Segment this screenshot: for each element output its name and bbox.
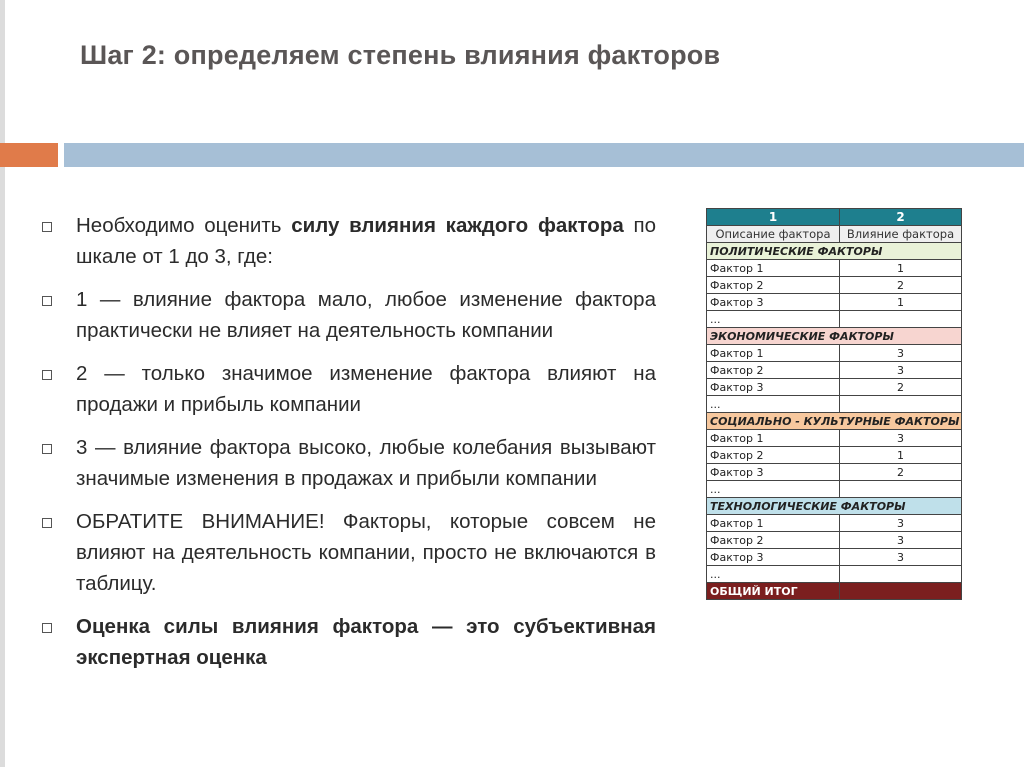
square-bullet-icon — [42, 444, 52, 454]
table-row — [707, 566, 962, 583]
group-name: СОЦИАЛЬНО - КУЛЬТУРНЫЕ ФАКТОРЫ — [707, 413, 962, 430]
factor-name: ... — [707, 311, 840, 328]
column-header: Влияние фактора — [840, 226, 962, 243]
column-number: 2 — [840, 209, 962, 226]
table-row — [707, 260, 962, 277]
table-row — [707, 396, 962, 413]
group-name: ЭКОНОМИЧЕСКИЕ ФАКТОРЫ — [707, 328, 962, 345]
factor-impact: 2 — [840, 277, 962, 294]
column-header-row — [707, 226, 962, 243]
factor-impact: 1 — [840, 447, 962, 464]
factor-name: ... — [707, 481, 840, 498]
table-row — [707, 294, 962, 311]
square-bullet-icon — [42, 370, 52, 380]
factor-impact: 3 — [840, 515, 962, 532]
factor-impact: 3 — [840, 532, 962, 549]
factor-name: Фактор 2 — [707, 277, 840, 294]
factor-name: Фактор 3 — [707, 379, 840, 396]
square-bullet-icon — [42, 518, 52, 528]
square-bullet-icon — [42, 296, 52, 306]
factor-name: Фактор 2 — [707, 532, 840, 549]
factor-name: Фактор 3 — [707, 464, 840, 481]
factor-name: ... — [707, 396, 840, 413]
factor-name: Фактор 3 — [707, 549, 840, 566]
factor-name: Фактор 1 — [707, 345, 840, 362]
table-row — [707, 379, 962, 396]
factor-impact: 3 — [840, 362, 962, 379]
factors-table-container — [706, 208, 961, 600]
factors-table — [706, 208, 962, 600]
bullet-text-bold: Оценка силы влияния фактора — это субъективная экспертная оценка — [76, 615, 656, 669]
column-header: Описание фактора — [707, 226, 840, 243]
bullet-item — [40, 284, 656, 346]
bullet-item — [40, 506, 656, 599]
bullet-text: по шкале от 1 до 3, где: — [76, 214, 657, 268]
column-number: 1 — [707, 209, 840, 226]
table-row — [707, 345, 962, 362]
factor-impact: 2 — [840, 379, 962, 396]
table-row — [707, 481, 962, 498]
group-name: ТЕХНОЛОГИЧЕСКИЕ ФАКТОРЫ — [707, 498, 962, 515]
total-label: ОБЩИЙ ИТОГ — [707, 583, 840, 600]
factor-name: Фактор 2 — [707, 447, 840, 464]
left-edge-rule — [0, 0, 5, 767]
total-row — [707, 583, 962, 600]
factor-impact: 3 — [840, 549, 962, 566]
group-name: ПОЛИТИЧЕСКИЕ ФАКТОРЫ — [707, 243, 962, 260]
factor-name: ... — [707, 566, 840, 583]
factor-name: Фактор 2 — [707, 362, 840, 379]
bullet-item — [40, 210, 656, 272]
factor-impact: 1 — [840, 294, 962, 311]
group-header-row — [707, 413, 962, 430]
bullet-text: 3 — влияние фактора высоко, любые колебания вызывают значимые изменения в продажах и прибыли компании — [76, 436, 656, 490]
group-header-row — [707, 498, 962, 515]
factor-name: Фактор 3 — [707, 294, 840, 311]
accent-bar — [0, 143, 58, 167]
table-row — [707, 464, 962, 481]
square-bullet-icon — [42, 623, 52, 633]
bullet-item — [40, 358, 656, 420]
bullet-text-bold: силу влияния каждого фактора — [291, 214, 624, 237]
group-header-row — [707, 328, 962, 345]
column-number-row — [707, 209, 962, 226]
bullet-text: 2 — только значимое изменение фактора влияют на продажи и прибыль компании — [76, 362, 656, 416]
bullet-text: ОБРАТИТЕ ВНИМАНИЕ! Факторы, которые совсем не влияют на деятельность компании, просто не включаются в таблицу. — [76, 510, 656, 595]
factor-impact: 2 — [840, 464, 962, 481]
bullet-item — [40, 611, 656, 673]
group-header-row — [707, 243, 962, 260]
table-row — [707, 447, 962, 464]
factor-impact: 3 — [840, 345, 962, 362]
table-row — [707, 549, 962, 566]
table-row — [707, 362, 962, 379]
square-bullet-icon — [42, 222, 52, 232]
title-band — [64, 143, 1024, 167]
table-row — [707, 515, 962, 532]
table-row — [707, 311, 962, 328]
factor-impact — [840, 481, 962, 498]
factor-impact — [840, 396, 962, 413]
table-row — [707, 430, 962, 447]
factor-name: Фактор 1 — [707, 515, 840, 532]
factor-impact — [840, 566, 962, 583]
bullet-list — [40, 210, 656, 685]
table-row — [707, 532, 962, 549]
factor-name: Фактор 1 — [707, 260, 840, 277]
bullet-text: Необходимо оценить — [76, 214, 292, 237]
factor-impact: 3 — [840, 430, 962, 447]
factor-impact — [840, 311, 962, 328]
factor-name: Фактор 1 — [707, 430, 840, 447]
factor-impact: 1 — [840, 260, 962, 277]
bullet-item — [40, 432, 656, 494]
total-value — [840, 583, 962, 600]
bullet-text: 1 — влияние фактора мало, любое изменение фактора практически не влияет на деятельность компании — [76, 288, 656, 342]
table-row — [707, 277, 962, 294]
slide-title: Шаг 2: определяем степень влияния факторов — [80, 40, 721, 70]
